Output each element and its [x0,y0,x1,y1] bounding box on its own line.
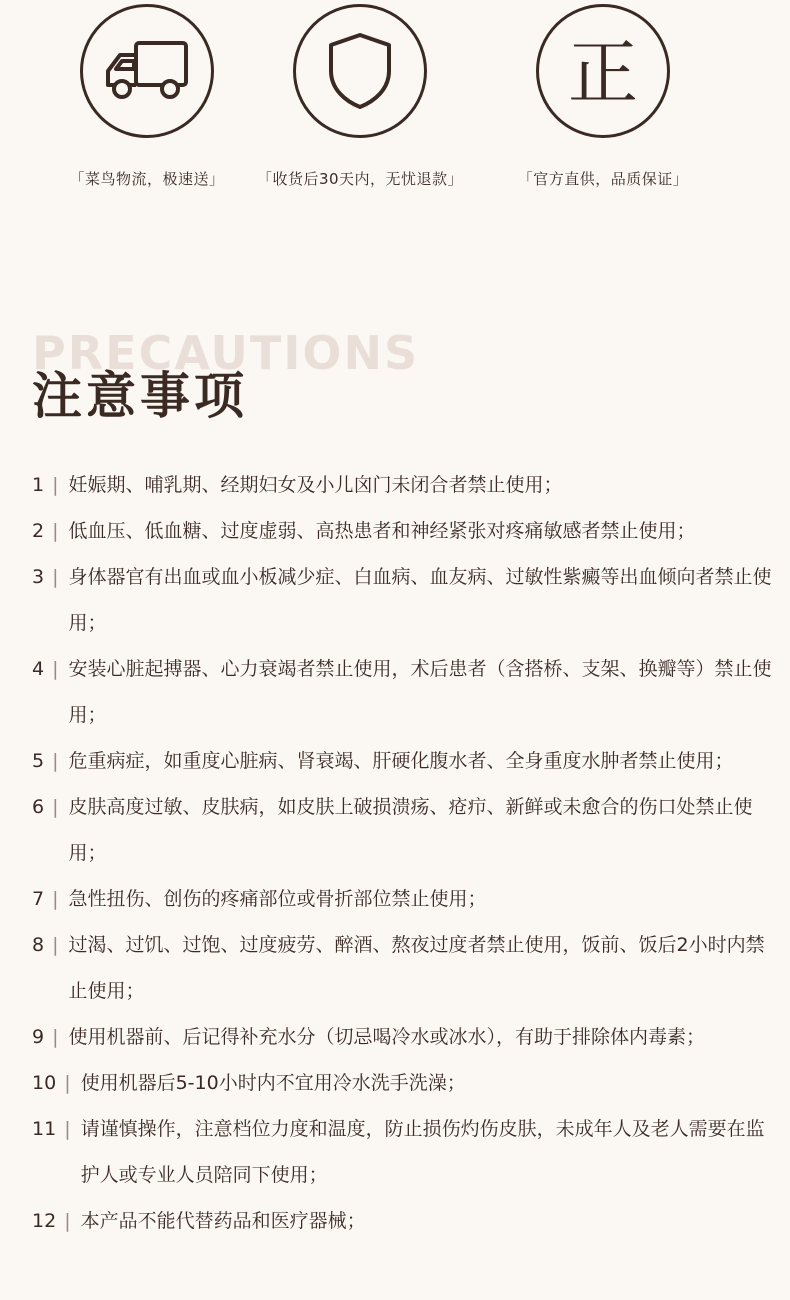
item-separator: | [52,934,59,956]
badge-refund [250,4,470,189]
item-number: 7 [32,888,45,910]
item-separator: | [52,566,59,588]
badge-official [493,4,713,189]
item-text: 本产品不能代替药品和医疗器械； [80,1210,366,1232]
list-item [32,462,772,508]
item-separator: | [64,1072,71,1094]
item-separator: | [64,1210,71,1232]
precautions-list [32,462,772,1244]
item-number: 4 [32,658,45,680]
item-text: 请谨慎操作，注意档位力度和温度，防止损伤灼伤皮肤，未成年人及老人需要在监护人或专业人员陪同下使用； [80,1118,765,1186]
item-text: 使用机器后5-10小时内不宜用冷水洗手洗澡； [80,1072,466,1094]
item-separator: | [52,474,59,496]
item-separator: | [52,888,59,910]
zheng-glyph: 正 [568,35,638,107]
item-text: 妊娠期、哺乳期、经期妇女及小儿囟门未闭合者禁止使用； [68,474,563,496]
list-item [32,876,772,922]
list-item [32,646,772,738]
item-number: 6 [32,796,45,818]
list-item [32,1198,772,1244]
item-number: 2 [32,520,45,542]
service-badges [0,0,790,210]
item-text: 急性扭伤、创伤的疼痛部位或骨折部位禁止使用； [68,888,487,910]
section-watermark: PRECAUTIONS [32,326,420,380]
item-number: 3 [32,566,45,588]
item-text: 过渴、过饥、过饱、过度疲劳、醉酒、熬夜过度者禁止使用，饭前、饭后2小时内禁止使用； [68,934,765,1002]
zheng-icon [536,4,670,138]
item-separator: | [52,658,59,680]
list-item [32,784,772,876]
item-text: 使用机器前、后记得补充水分（切忌喝冷水或冰水），有助于排除体内毒素； [68,1026,706,1048]
list-item [32,554,772,646]
truck-icon [80,4,214,138]
item-number: 10 [32,1072,57,1094]
list-item [32,1060,772,1106]
list-item [32,738,772,784]
shield-icon [293,4,427,138]
badge-logistics [37,4,257,189]
badge-label: 「菜鸟物流，极速送」 [69,170,225,188]
section-title: 注意事项 [32,367,248,425]
list-item [32,1014,772,1060]
item-number: 8 [32,934,45,956]
item-separator: | [52,796,59,818]
item-text: 皮肤高度过敏、皮肤病，如皮肤上破损溃疡、疮疖、新鲜或未愈合的伤口处禁止使用； [68,796,753,864]
list-item [32,508,772,554]
list-item [32,922,772,1014]
badge-label: 「收货后30天内，无忧退款」 [256,170,464,188]
item-text: 低血压、低血糖、过度虚弱、高热患者和神经紧张对疼痛敏感者禁止使用； [68,520,696,542]
item-number: 9 [32,1026,45,1048]
item-separator: | [52,1026,59,1048]
item-number: 11 [32,1118,57,1140]
item-number: 1 [32,474,45,496]
item-separator: | [52,750,59,772]
item-text: 安装心脏起搏器、心力衰竭者禁止使用，术后患者（含搭桥、支架、换瓣等）禁止使用； [68,658,772,726]
item-separator: | [64,1118,71,1140]
item-text: 危重病症，如重度心脏病、肾衰竭、肝硬化腹水者、全身重度水肿者禁止使用； [68,750,734,772]
list-item [32,1106,772,1198]
item-number: 5 [32,750,45,772]
item-text: 身体器官有出血或血小板减少症、白血病、血友病、过敏性紫癜等出血倾向者禁止使用； [68,566,772,634]
item-separator: | [52,520,59,542]
badge-label: 「官方直供，品质保证」 [517,170,689,188]
item-number: 12 [32,1210,57,1232]
